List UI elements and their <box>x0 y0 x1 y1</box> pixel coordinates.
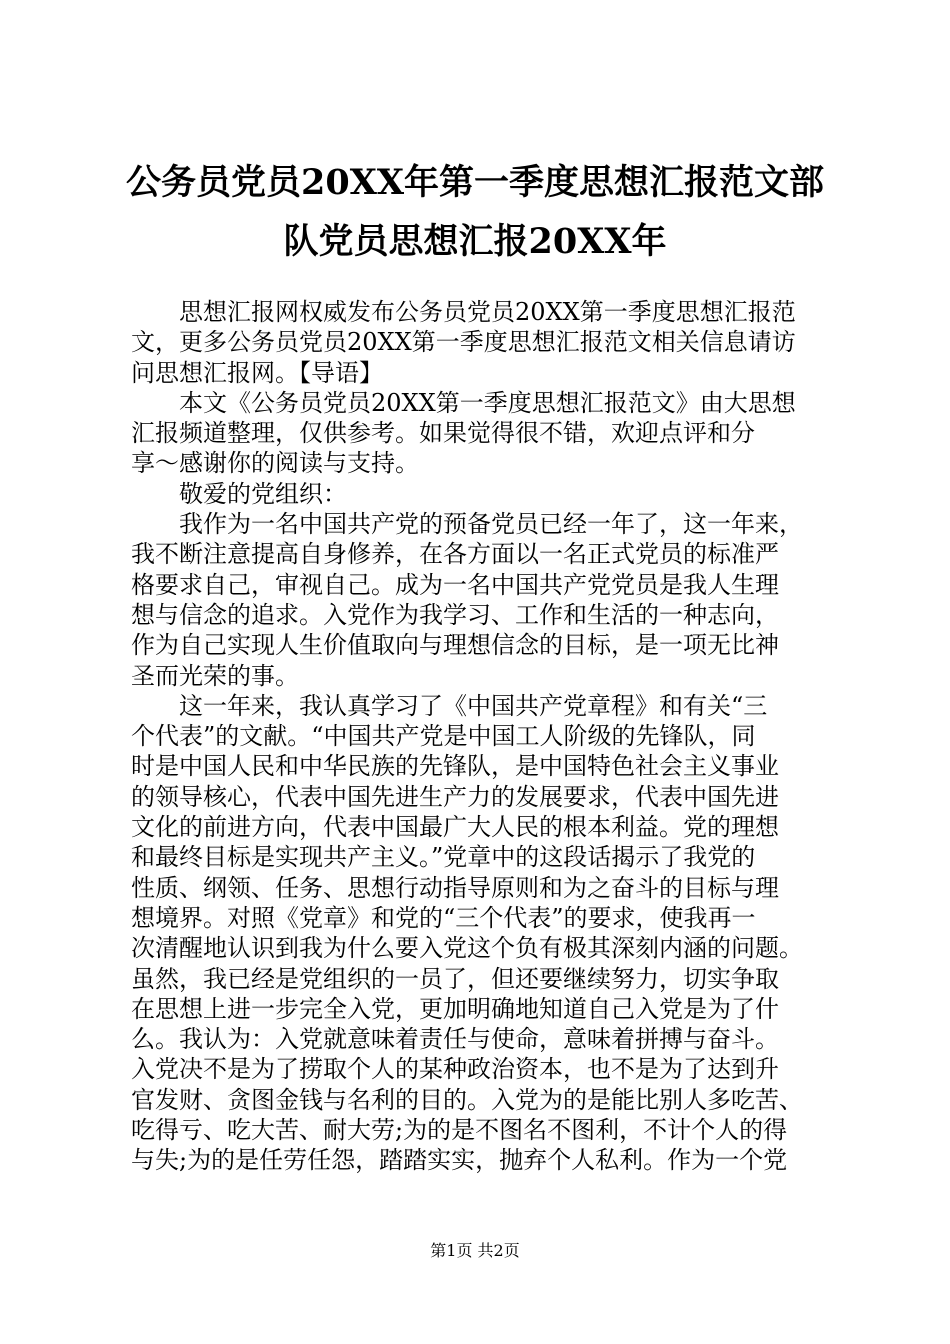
body-text-line: 我不断注意提高自身修养，在各方面以一名正式党员的标准严 <box>131 540 779 569</box>
body-text-line: 吃得亏、吃大苦、耐大劳;为的是不图名不图利，不计个人的得 <box>131 1116 788 1145</box>
body-text-line: 这一年来，我认真学习了《中国共产党章程》和有关“三 <box>179 691 768 720</box>
body-text-line: 和最终目标是实现共产主义。”党章中的这段话揭示了我党的 <box>131 843 756 872</box>
body-text-line: 文，更多公务员党员20XX第一季度思想汇报范文相关信息请访 <box>131 328 796 357</box>
body-text-line: 圣而光荣的事。 <box>131 661 299 690</box>
body-text-line: 汇报频道整理，仅供参考。如果觉得很不错，欢迎点评和分 <box>131 419 755 448</box>
body-text-line: 入党决不是为了捞取个人的某种政治资本，也不是为了达到升 <box>131 1055 779 1084</box>
body-text-line: 思想汇报网权威发布公务员党员20XX第一季度思想汇报范 <box>179 298 796 326</box>
body-text-line: 问思想汇报网。【导语】 <box>131 358 383 387</box>
body-text-line: 敬爱的党组织： <box>179 479 347 508</box>
body-text-line: 想境界。对照《党章》和党的“三个代表”的要求，使我再一 <box>131 903 756 932</box>
body-text-line: 文化的前进方向，代表中国最广大人民的根本利益。党的理想 <box>131 813 779 842</box>
document-title-line-2: 队党员思想汇报20XX年 <box>283 221 667 262</box>
document-body <box>131 297 831 1176</box>
body-text-line: 在思想上进一步完全入党，更加明确地知道自己入党是为了什 <box>131 994 779 1023</box>
body-text-line: 虽然，我已经是党组织的一员了，但还要继续努力，切实争取 <box>131 964 779 993</box>
body-text-line: 享～感谢你的阅读与支持。 <box>131 449 419 478</box>
page-footer: 第1页 共2页 <box>430 1241 520 1260</box>
document-title-line-1: 公务员党员20XX年第一季度思想汇报范文部 <box>125 162 825 203</box>
body-text-line: 的领导核心，代表中国先进生产力的发展要求，代表中国先进 <box>131 782 779 811</box>
body-text-line: 么。我认为：入党就意味着责任与使命，意味着拼搏与奋斗。 <box>131 1025 779 1054</box>
body-text-line: 时是中国人民和中华民族的先锋队，是中国特色社会主义事业 <box>131 752 779 781</box>
body-text-line: 格要求自己，审视自己。成为一名中国共产党党员是我人生理 <box>131 570 779 599</box>
body-text-line: 作为自己实现人生价值取向与理想信念的目标，是一项无比神 <box>131 631 779 660</box>
body-text-line: 我作为一名中国共产党的预备党员已经一年了，这一年来， <box>179 510 803 539</box>
body-text-line: 官发财、贪图金钱与名利的目的。入党为的是能比别人多吃苦、 <box>131 1085 803 1114</box>
body-text-line: 与失;为的是任劳任怨，踏踏实实，抛弃个人私利。作为一个党 <box>131 1146 788 1175</box>
body-text-line: 个代表”的文献。“中国共产党是中国工人阶级的先锋队，同 <box>131 722 756 751</box>
body-text-line: 本文《公务员党员20XX第一季度思想汇报范文》由大思想 <box>179 388 796 417</box>
body-text-line: 次清醒地认识到我为什么要入党这个负有极其深刻内涵的问题。 <box>131 934 803 963</box>
body-text-line: 想与信念的追求。入党作为我学习、工作和生活的一种志向， <box>131 600 779 629</box>
body-text-line: 性质、纲领、任务、思想行动指导原则和为之奋斗的目标与理 <box>131 873 779 902</box>
